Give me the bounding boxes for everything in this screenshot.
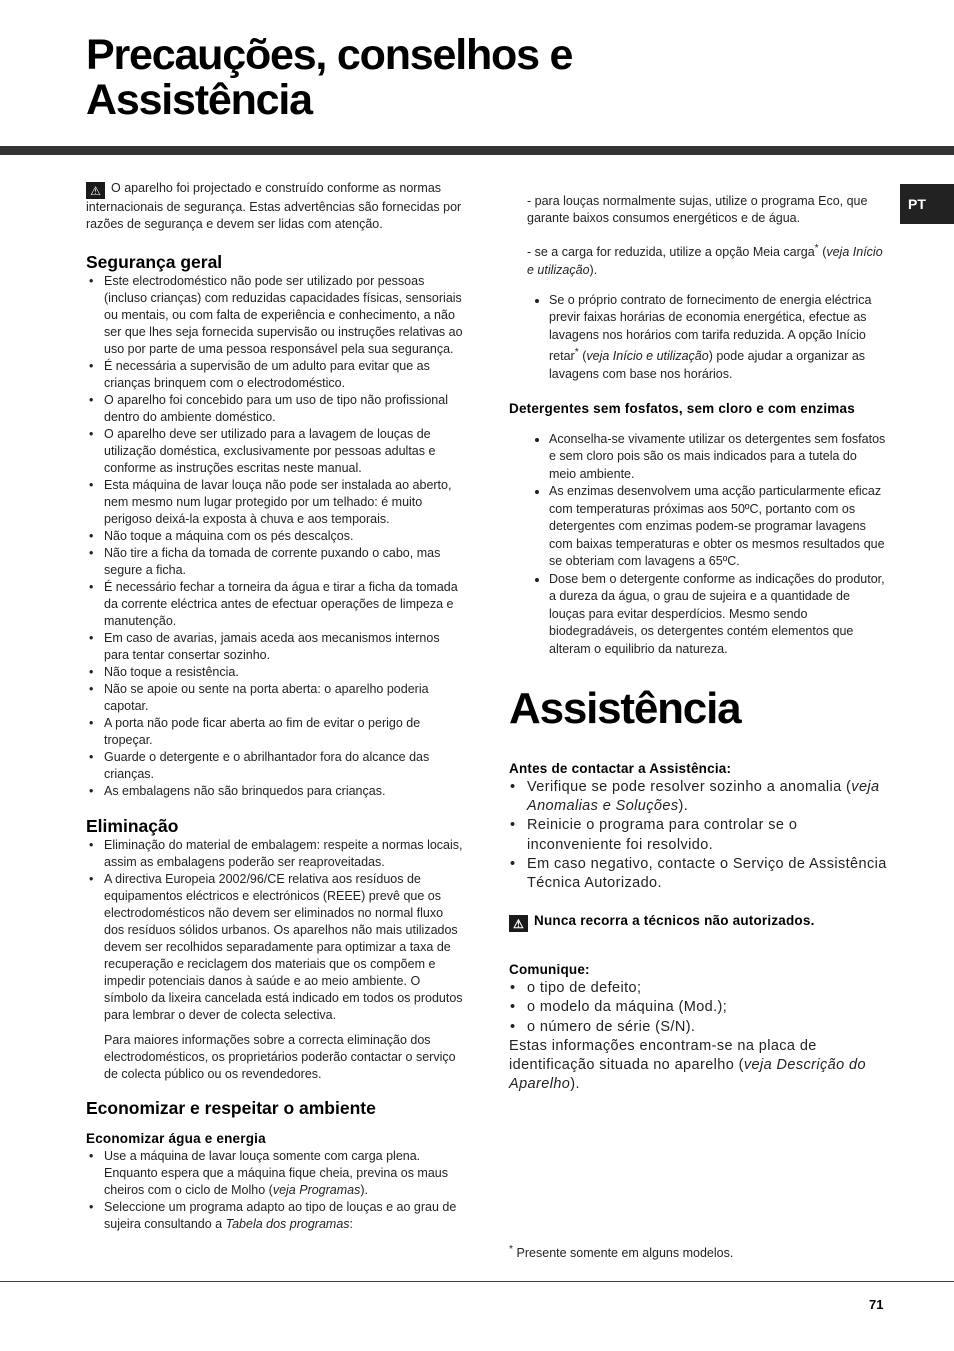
disposal-heading: Eliminação bbox=[86, 816, 179, 836]
title-line-2: Assistência bbox=[86, 76, 312, 124]
list-item: • Reinicie o programa para controlar se o inconveniente foi resolvido. bbox=[509, 816, 894, 854]
list-item: • Esta máquina de lavar louça não pode ser instalada ao aberto, nem mesmo num lugar protegido por um telhado: é muito perigoso deixá-la exposta à chuva e aos temporais. bbox=[86, 477, 464, 528]
list-item: • O aparelho foi concebido para um uso de tipo não profissional dentro do ambiente doméstico. bbox=[86, 392, 464, 426]
list-item: • A porta não pode ficar aberta ao fim de evitar o perigo de tropeçar. bbox=[86, 715, 464, 749]
communicate-list bbox=[509, 979, 894, 1037]
info-paragraph: Estas informações encontram-se na placa de identificação situada no aparelho (veja Descrição do Aparelho). bbox=[509, 1037, 866, 1093]
list-item: • É necessária a supervisão de um adulto para evitar que as crianças brinquem com o electrodoméstico. bbox=[86, 358, 464, 392]
warning-triangle-icon: ⚠ bbox=[509, 915, 528, 932]
eco-heading: Economizar e respeitar o ambiente bbox=[86, 1098, 376, 1118]
energy-list bbox=[509, 292, 887, 384]
eco-program-line: - para louças normalmente sujas, utilize o programa Eco, que garante baixos consumos energéticos e de água. bbox=[527, 193, 868, 225]
list-item: • O aparelho deve ser utilizado para a lavagem de louças de utilização doméstica, exclusivamente por pessoas adultas e conforme as instruções escritas neste manual. bbox=[86, 426, 464, 477]
list-item: • Em caso de avarias, jamais aceda aos mecanismos internos para tentar consertar sozinho. bbox=[86, 630, 464, 664]
disposal-list bbox=[86, 837, 464, 1024]
list-item: • o modelo da máquina (Mod.); bbox=[509, 998, 894, 1017]
list-item: • o número de série (S/N). bbox=[509, 1018, 894, 1037]
page-title bbox=[86, 33, 572, 123]
list-item: • Aconselha-se vivamente utilizar os detergentes sem fosfatos e sem cloro pois são os mais indicados para a tutela do meio ambiente. bbox=[549, 431, 887, 484]
list-item: • As enzimas desenvolvem uma acção particularmente eficaz com temperaturas próximas aos 50ºC, portanto com os detergentes com enzimas podem-se programar lavagens com baixas temperaturas e obter os mesmos resultados que se obteriam com lavagens a 65ºC. bbox=[549, 483, 887, 571]
list-item: • Se o próprio contrato de fornecimento de energia eléctrica previr faixas horárias de economia energética, efectue as lavagens nos horários com tarifa reduzida. A opção Início retar* (veja Início e utilização) pode ajudar a organizar as lavagens com base nos horários. bbox=[549, 292, 887, 384]
list-item: • Este electrodoméstico não pode ser utilizado por pessoas (incluso crianças) com reduzidas capacidades físicas, sensoriais ou mentais, ou com falta de experiência e conhecimento, a não ser que lhes seja fornecida supervisão ou instruções relativas ao uso por parte de uma pessoa responsável pela sua segurança. bbox=[86, 273, 464, 358]
list-item: • Guarde o detergente e o abrilhantador fora do alcance das crianças. bbox=[86, 749, 464, 783]
assistance-section bbox=[509, 681, 894, 1094]
communicate-heading: Comunique: bbox=[509, 962, 590, 978]
title-line-1: Precauções, conselhos e bbox=[86, 31, 573, 79]
intro-paragraph: ⚠ O aparelho foi projectado e construído conforme as normas internacionais de segurança. Estas advertências são fornecidas por razões de segurança e devem ser lidas com atenção. bbox=[86, 181, 462, 231]
right-column bbox=[509, 180, 887, 671]
list-item: • A directiva Europeia 2002/96/CE relativa aos resíduos de equipamentos eléctricos e electrónicos (REEE) prevê que os electrodomésticos não devem ser eliminados no normal fluxo dos resíduos sólidos urbanos. Os aparelhos não mais utilizados devem ser recolhidos separadamente para optimizar a taxa de recuperação e reciclagem dos materiais que os compõem e impedir potenciais danos à saúde e ao meio ambiente. O símbolo da lixeira cancelada está indicado em todos os produtos para lembrar o dever de colecta selectiva. bbox=[86, 871, 464, 1024]
list-item: • É necessário fechar a torneira da água e tirar a ficha da tomada da corrente eléctrica antes de efectuar operações de limpeza e manutenção. bbox=[86, 579, 464, 630]
language-tab: PT bbox=[900, 184, 954, 224]
detergent-list bbox=[509, 431, 887, 659]
safety-list bbox=[86, 273, 464, 800]
assistance-heading: Assistência bbox=[509, 684, 741, 733]
safety-heading: Segurança geral bbox=[86, 252, 223, 272]
list-item: • Dose bem o detergente conforme as indicações do produtor, a dureza da água, o grau de sujeira e a quantidade de louças para evitar desperdícios. Mesmo sendo biodegradáveis, os detergentes contém elementos que alteram o equilibrio da natureza. bbox=[549, 571, 887, 659]
list-item: • Em caso negativo, contacte o Serviço de Assistência Técnica Autorizado. bbox=[509, 855, 894, 893]
list-item: • Não se apoie ou sente na porta aberta: o aparelho poderia capotar. bbox=[86, 681, 464, 715]
list-item: • Não toque a máquina com os pés descalços. bbox=[86, 528, 464, 545]
eco-subheading: Economizar água e energia bbox=[86, 1131, 266, 1146]
description-reference: veja Descrição do Aparelho bbox=[509, 1057, 866, 1093]
bottom-rule bbox=[0, 1281, 954, 1282]
program-table-reference: Tabela dos programas bbox=[225, 1217, 350, 1231]
list-item: • Não tire a ficha da tomada de corrente puxando o cabo, mas segure a ficha. bbox=[86, 545, 464, 579]
before-contact-heading: Antes de contactar a Assistência: bbox=[509, 761, 732, 776]
delay-start-reference: veja Início e utilização bbox=[586, 349, 709, 364]
list-item: • o tipo de defeito; bbox=[509, 979, 894, 998]
warning-line: ⚠ Nunca recorra a técnicos não autorizados. bbox=[509, 911, 894, 932]
left-column bbox=[86, 180, 464, 1233]
programs-reference: veja Programas bbox=[272, 1183, 361, 1197]
footnote: * Presente somente em alguns modelos. bbox=[509, 1244, 734, 1261]
half-load-reference: veja Início e utilização bbox=[527, 245, 883, 277]
warning-triangle-icon: ⚠ bbox=[86, 182, 105, 199]
troubleshooting-reference: veja Anomalias e Soluções bbox=[527, 779, 880, 815]
list-item: • Seleccione um programa adapto ao tipo de louças e ao grau de sujeira consultando a Tabela dos programas: bbox=[86, 1199, 464, 1233]
page-number: 71 bbox=[869, 1297, 884, 1312]
list-item: • Verifique se pode resolver sozinho a anomalia (veja Anomalias e Soluções). bbox=[509, 778, 894, 816]
half-load-line: - se a carga for reduzida, utilize a opção Meia carga* (veja Início e utilização). bbox=[527, 243, 883, 277]
list-item: • Eliminação do material de embalagem: respeite a normas locais, assim as embalagens poderão ser reaproveitadas. bbox=[86, 837, 464, 871]
list-item: • Use a máquina de lavar louça somente com carga plena. Enquanto espera que a máquina fique cheia, previna os maus cheiros com o ciclo de Molho (veja Programas). bbox=[86, 1148, 464, 1199]
checks-list bbox=[509, 778, 894, 893]
top-rule bbox=[0, 146, 954, 155]
detergent-heading: Detergentes sem fosfatos, sem cloro e com enzimas bbox=[509, 401, 855, 417]
eco-list bbox=[86, 1148, 464, 1233]
disposal-note: Para maiores informações sobre a correcta eliminação dos electrodomésticos, os proprietários poderão contactar o serviço de colecta público ou os revendedores. bbox=[104, 1033, 456, 1081]
list-item: • Não toque a resistência. bbox=[86, 664, 464, 681]
list-item: • As embalagens não são brinquedos para crianças. bbox=[86, 783, 464, 800]
